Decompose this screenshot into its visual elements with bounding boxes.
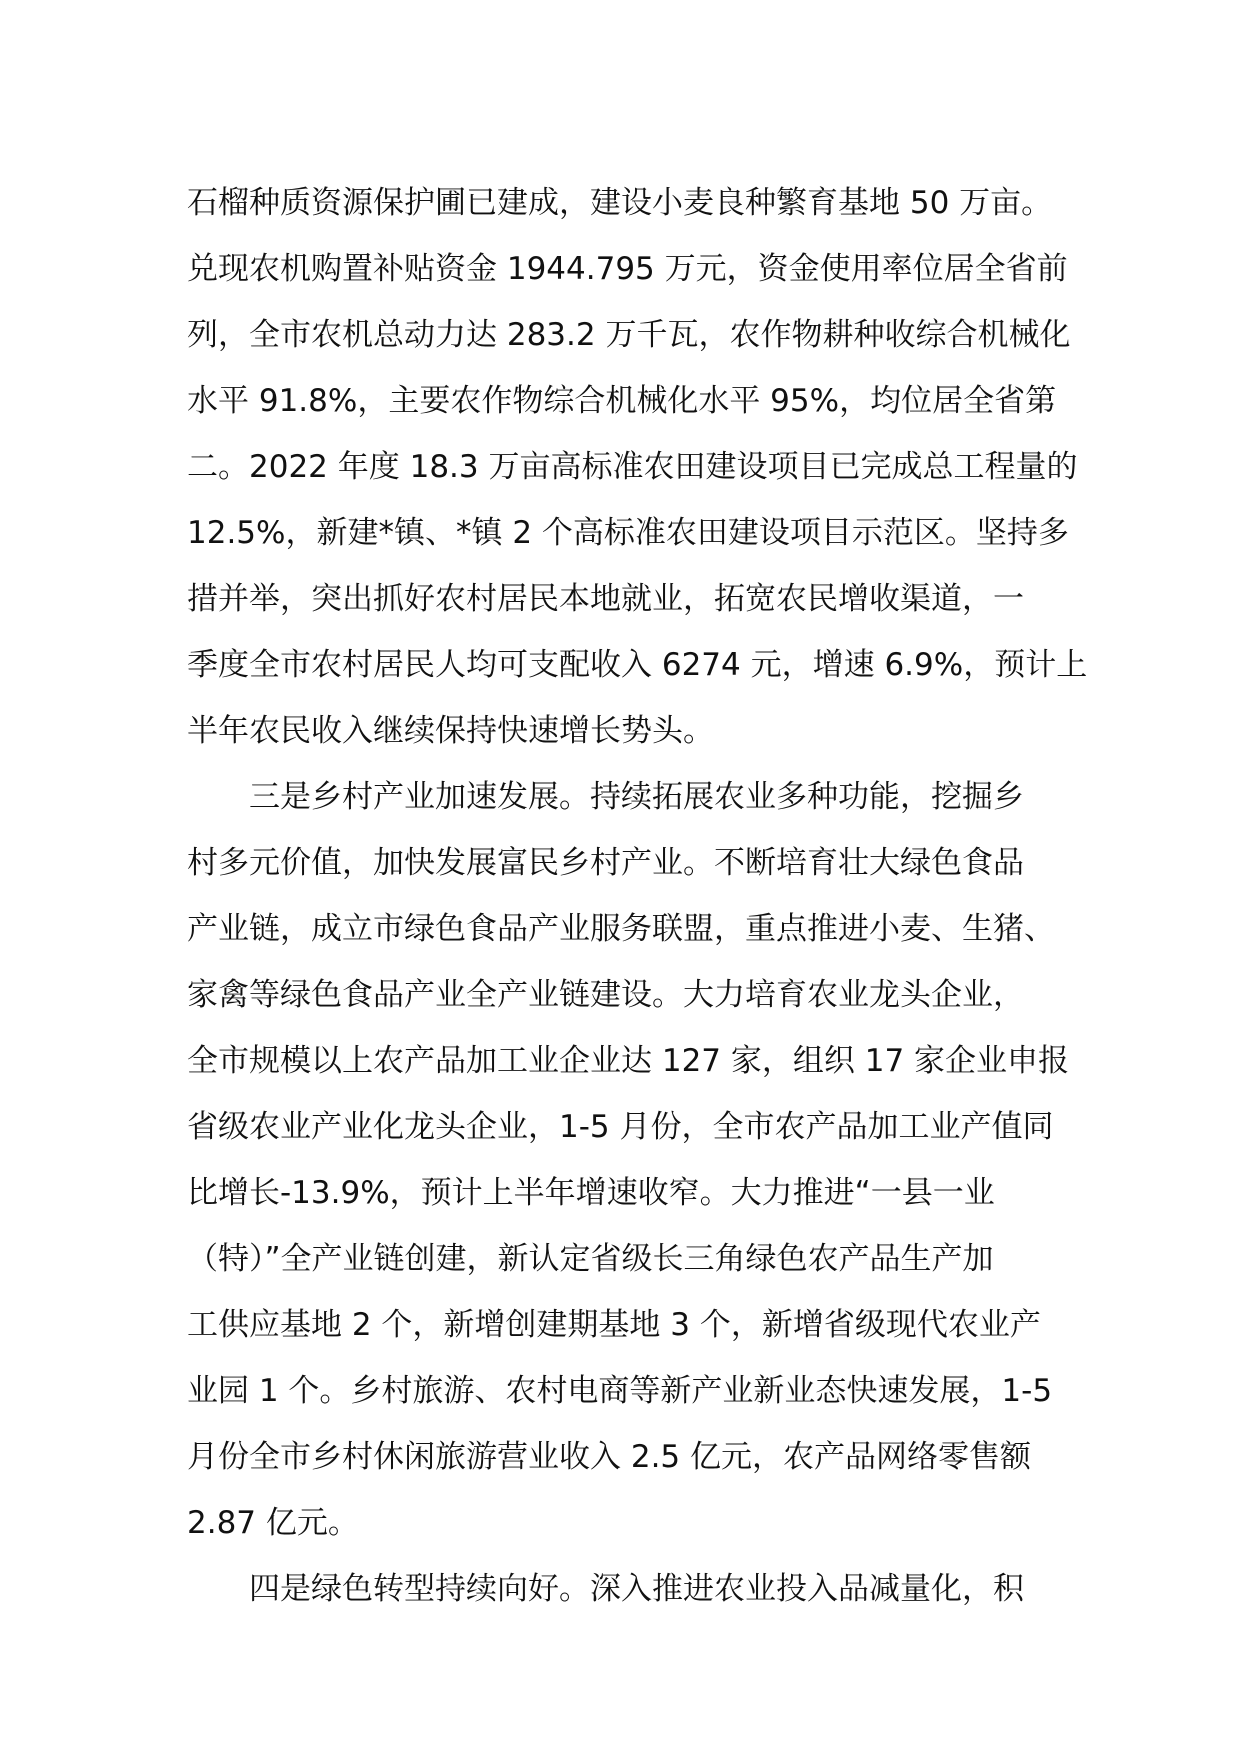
paragraph <box>187 170 1087 764</box>
text-line: 工供应基地 2 个，新增创建期基地 3 个，新增省级现代农业产 <box>187 1307 1041 1343</box>
text-line: 二。2022 年度 18.3 万亩高标准农田建设项目已完成总工程量的 <box>187 449 1078 485</box>
text-line: 季度全市农村居民人均可支配收入 6274 元，增速 6.9%，预计上 <box>187 647 1088 683</box>
text-line: 全市规模以上农产品加工业企业达 127 家，组织 17 家企业申报 <box>187 1043 1070 1079</box>
text-line: 村多元价值，加快发展富民乡村产业。不断培育壮大绿色食品 <box>187 845 1024 881</box>
text-line: 比增长-13.9%，预计上半年增速收窄。大力推进“一县一业 <box>187 1175 995 1211</box>
text-line: 兑现农机购置补贴资金 1944.795 万元，资金使用率位居全省前 <box>187 251 1068 287</box>
text-line: 半年农民收入继续保持快速增长势头。 <box>187 713 714 749</box>
text-line: 2.87 亿元。 <box>187 1505 359 1541</box>
text-line: 产业链，成立市绿色食品产业服务联盟，重点推进小麦、生猪、 <box>187 911 1055 947</box>
text-line: 省级农业产业化龙头企业，1-5 月份，全市农产品加工业产值同 <box>187 1109 1054 1145</box>
paragraph <box>187 764 1087 1556</box>
text-line: 月份全市乡村休闲旅游营业收入 2.5 亿元，农产品网络零售额 <box>187 1439 1032 1475</box>
text-line: 水平 91.8%，主要农作物综合机械化水平 95%，均位居全省第 <box>187 383 1057 419</box>
body-text <box>187 170 1087 1622</box>
text-line: 四是绿色转型持续向好。深入推进农业投入品减量化，积 <box>249 1571 1024 1607</box>
text-line: （特）”全产业链创建，新认定省级长三角绿色农产品生产加 <box>187 1241 994 1277</box>
paragraph <box>187 1556 1087 1622</box>
text-line: 措并举，突出抓好农村居民本地就业，拓宽农民增收渠道，一 <box>187 581 1024 617</box>
text-line: 家禽等绿色食品产业全产业链建设。大力培育农业龙头企业， <box>187 977 1024 1013</box>
text-line: 三是乡村产业加速发展。持续拓展农业多种功能，挖掘乡 <box>249 779 1024 815</box>
text-line: 12.5%，新建*镇、*镇 2 个高标准农田建设项目示范区。坚持多 <box>187 515 1069 551</box>
text-line: 业园 1 个。乡村旅游、农村电商等新产业新业态快速发展，1-5 <box>187 1373 1053 1409</box>
text-line: 列，全市农机总动力达 283.2 万千瓦，农作物耕种收综合机械化 <box>187 317 1071 353</box>
text-line: 石榴种质资源保护圃已建成，建设小麦良种繁育基地 50 万亩。 <box>187 185 1053 221</box>
